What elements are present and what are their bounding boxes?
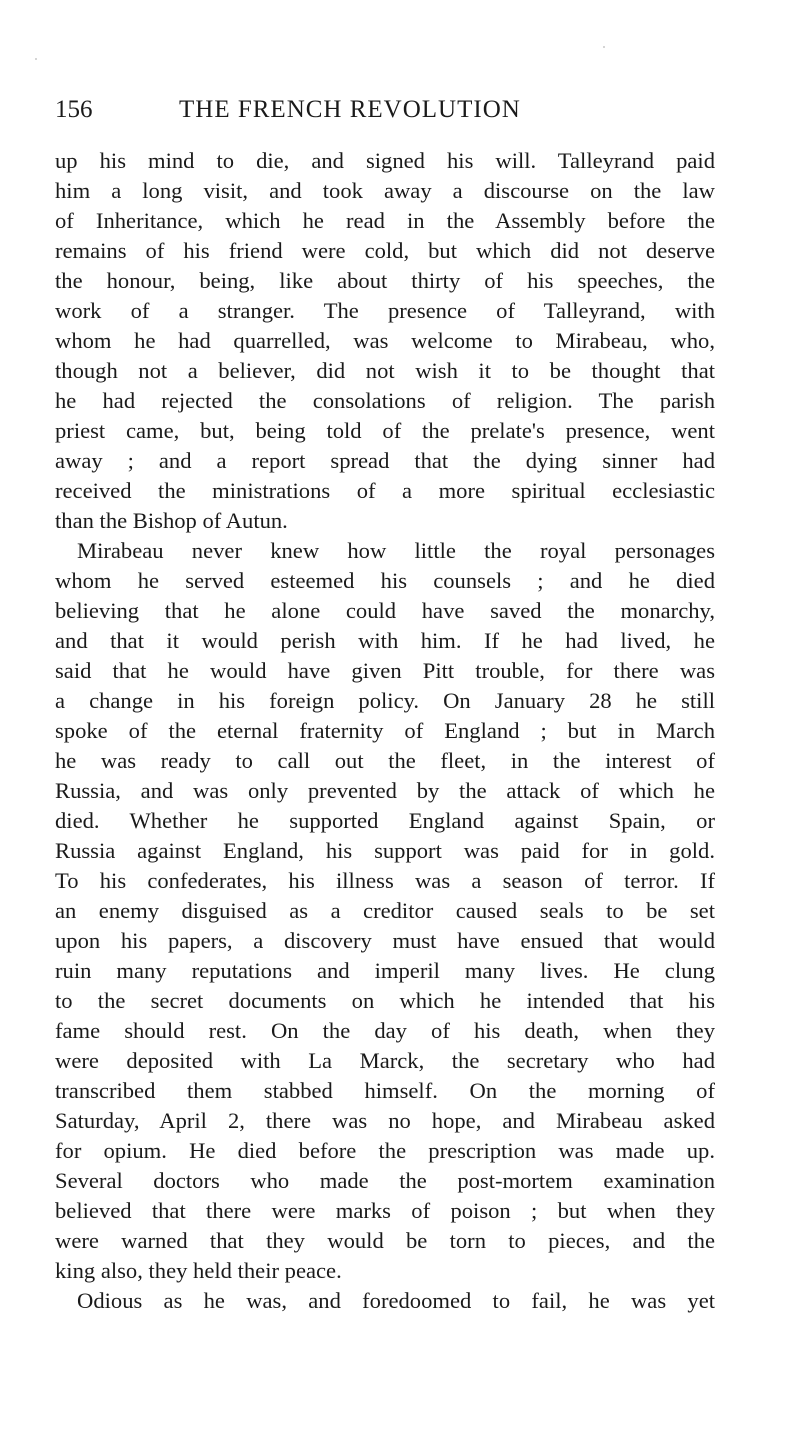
text-line: ruin many reputations and imperil many lives. He clung: [55, 958, 715, 983]
text-line: upon his papers, a discovery must have ensued that would: [55, 928, 715, 953]
paragraph: [55, 536, 715, 1286]
text-line: him a long visit, and took away a discourse on the law: [55, 178, 715, 203]
text-line: of Inheritance, which he read in the Assembly before the: [55, 208, 715, 233]
text-line: away ; and a report spread that the dying sinner had: [55, 448, 715, 473]
speck-mark: [603, 46, 605, 48]
text-line: were deposited with La Marck, the secretary who had: [55, 1048, 715, 1073]
paragraph: [55, 1286, 715, 1316]
text-line: said that he would have given Pitt trouble, for there was: [55, 658, 715, 683]
text-line: king also, they held their peace.: [55, 1258, 342, 1283]
text-line: though not a believer, did not wish it to be thought that: [55, 358, 715, 383]
text-line: whom he served esteemed his counsels ; and he died: [55, 568, 715, 593]
text-line: he had rejected the consolations of religion. The parish: [55, 388, 715, 413]
text-line: remains of his friend were cold, but which did not deserve: [55, 238, 715, 263]
text-line: spoke of the eternal fraternity of England ; but in March: [55, 718, 715, 743]
speck-mark: [35, 58, 37, 60]
text-line: priest came, but, being told of the prelate's presence, went: [55, 418, 715, 443]
text-line: To his confederates, his illness was a season of terror. If: [55, 868, 715, 893]
text-line: died. Whether he supported England against Spain, or: [55, 808, 715, 833]
paragraph: [55, 146, 715, 536]
text-line: transcribed them stabbed himself. On the morning of: [55, 1078, 715, 1103]
text-line: Saturday, April 2, there was no hope, and Mirabeau asked: [55, 1108, 715, 1133]
text-line: Russia against England, his support was paid for in gold.: [55, 838, 715, 863]
text-line: Russia, and was only prevented by the attack of which he: [55, 778, 715, 803]
text-line: fame should rest. On the day of his death, when they: [55, 1018, 715, 1043]
text-line: up his mind to die, and signed his will. Talleyrand paid: [55, 148, 715, 173]
text-line: and that it would perish with him. If he had lived, he: [55, 628, 715, 653]
text-line: he was ready to call out the fleet, in the interest of: [55, 748, 715, 773]
page-number: 156: [55, 96, 93, 123]
text-line: believing that he alone could have saved the monarchy,: [55, 598, 715, 623]
text-line: work of a stranger. The presence of Talleyrand, with: [55, 298, 715, 323]
text-line: whom he had quarrelled, was welcome to Mirabeau, who,: [55, 328, 715, 353]
text-line: a change in his foreign policy. On January 28 he still: [55, 688, 715, 713]
text-line: Mirabeau never knew how little the royal personages: [77, 538, 715, 563]
text-line: the honour, being, like about thirty of his speeches, the: [55, 268, 715, 293]
text-line: to the secret documents on which he intended that his: [55, 988, 715, 1013]
text-line: were warned that they would be torn to pieces, and the: [55, 1228, 715, 1253]
book-page: [55, 90, 715, 1316]
text-line: for opium. He died before the prescription was made up.: [55, 1138, 715, 1163]
text-line: received the ministrations of a more spiritual ecclesiastic: [55, 478, 715, 503]
running-title: THE FRENCH REVOLUTION: [179, 96, 521, 123]
text-line: an enemy disguised as a creditor caused seals to be set: [55, 898, 715, 923]
text-line: than the Bishop of Autun.: [55, 508, 288, 533]
text-line: believed that there were marks of poison ; but when they: [55, 1198, 715, 1223]
running-head: [55, 90, 715, 130]
text-line: Several doctors who made the post-mortem examination: [55, 1168, 715, 1193]
body-text: [55, 146, 715, 1316]
text-line: Odious as he was, and foredoomed to fail, he was yet: [77, 1288, 715, 1313]
